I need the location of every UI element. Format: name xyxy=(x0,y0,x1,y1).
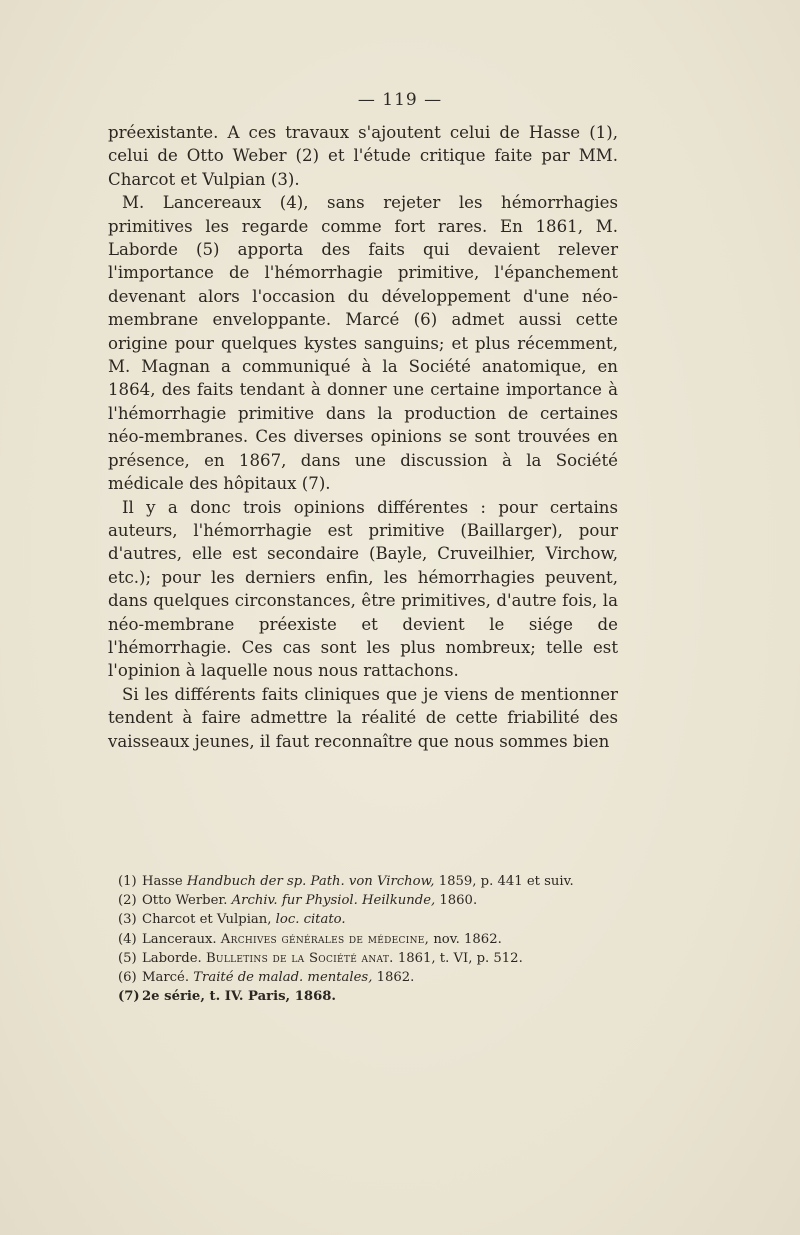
paragraph-4: Si les différents faits cliniques que je viens de mentionner tendent à faire admettre la réalité de cette friabilité des vaisseaux jeunes, il faut reconnaître que nous sommes bien xyxy=(108,684,618,751)
paragraph-2: M. Lancereaux (4), sans rejeter les hémorrhagies primitives les regarde comme fort rares. En 1861, M. Laborde (5) apporta des faits qui devaient relever l'importance de l'hémorrhagie primitive, l'épanchement devenant alors l'occasion du développement d'une néo-membrane enveloppante. Marcé (6) admet aussi cette origine pour quelques kystes sanguins; et plus récemment, M. Magnan a communiqué à la Société anatomique, en 1864, des faits tendant à donner une certaine importance à l'hémorrhagie primitive dans la production de certaines néo-membranes. Ces diverses opinions se sont trouvées en présence, en 1867, dans une discussion à la Société médicale des hôpitaux (7). xyxy=(108,193,618,494)
footnote-4: (4) Lanceraux. Archives générales de médecine, nov. 1862. xyxy=(118,931,502,947)
paragraph-1: préexistante. A ces travaux s'ajoutent celui de Hasse (1), celui de Otto Weber (2) et l'étude critique faite par MM. Charcot et Vulpian (3). xyxy=(108,123,618,189)
footnotes xyxy=(118,872,638,1006)
body-text xyxy=(108,121,618,753)
footnote-7: (7) 2e série, t. IV. Paris, 1868. xyxy=(118,989,337,1005)
footnote-2: (2) Otto Werber. Archiv. fur Physiol. Heilkunde, 1860. xyxy=(118,893,478,909)
footnote-6: (6) Marcé. Traité de malad. mentales, 1862. xyxy=(118,970,415,986)
footnote-1: (1) Hasse Handbuch der sp. Path. von Virchow, 1859, p. 441 et suiv. xyxy=(118,874,574,889)
page-number: — 119 — xyxy=(357,90,443,110)
paragraph-3: Il y a donc trois opinions différentes : pour certains auteurs, l'hémorrhagie est primitive (Baillarger), pour d'autres, elle est secondaire (Bayle, Cruveilhier, Virchow, etc.); pour les derniers enfin, les hémorrhagies peuvent, dans quelques circonstances, être primitives, d'autre fois, la néo-membrane préexiste et devient le siége de l'hémorrhagie. Ces cas sont les plus nombreux; telle est l'opinion à laquelle nous nous rattachons. xyxy=(108,497,618,681)
footnote-5: (5) Laborde. Bulletins de la Société anat. 1861, t. VI, p. 512. xyxy=(118,950,523,966)
footnote-3: (3) Charcot et Vulpian, loc. citato. xyxy=(118,912,346,928)
